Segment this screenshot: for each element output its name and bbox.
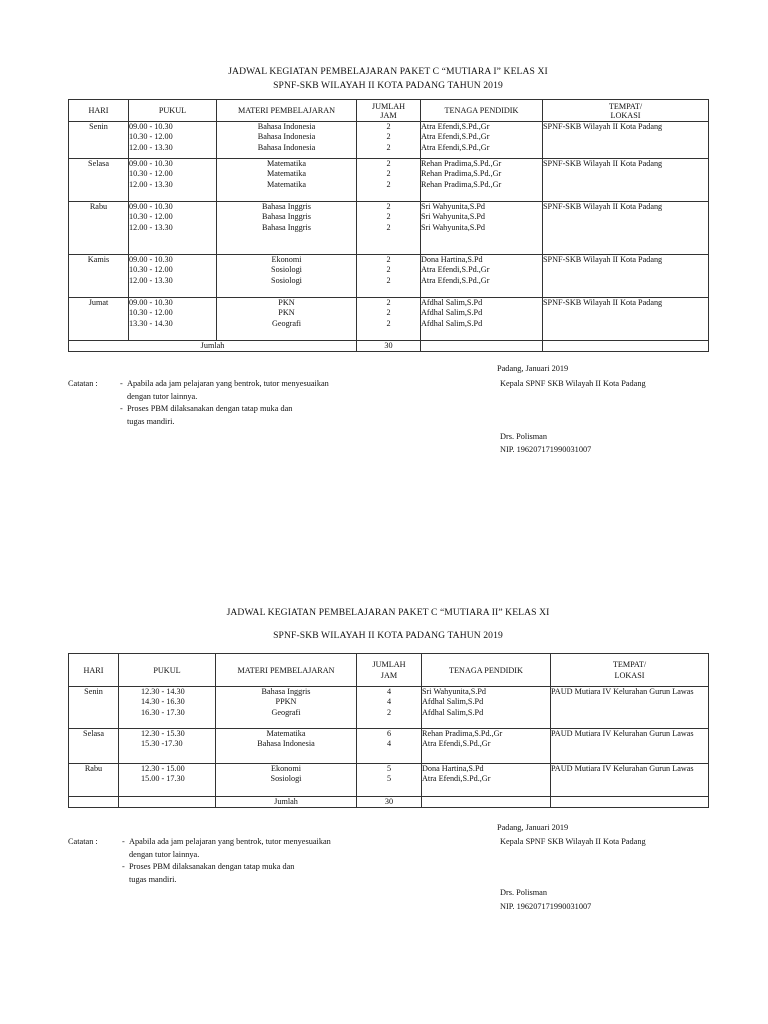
cell-hari: Jumat (69, 298, 129, 341)
cell-tenaga: Sri Wahyunita,S.Pd Sri Wahyunita,S.Pd Sri Wahyunita,S.Pd (421, 202, 543, 255)
cell-tenaga: Rehan Pradima,S.Pd.,Gr Rehan Pradima,S.Pd.,Gr Rehan Pradima,S.Pd.,Gr (421, 159, 543, 202)
total-value: 30 (357, 341, 421, 352)
table-row (69, 729, 709, 764)
header-lokasi-line-2: LOKASI (614, 671, 645, 680)
signer-title: Kepala SPNF SKB Wilayah II Kota Padang (500, 837, 646, 846)
header-jam-line-2: JAM (380, 110, 397, 120)
cell-lokasi: PAUD Mutiara IV Kelurahan Gurun Lawas (551, 764, 709, 797)
total-value: 30 (357, 797, 422, 808)
header-jam-line-1: JUMLAH (371, 101, 406, 111)
table-row (69, 687, 709, 729)
total-label: Jumlah (216, 797, 357, 808)
cell-pukul: 09.00 - 10.30 10.30 - 12.00 13.30 - 14.30 (129, 298, 217, 341)
note-item-continued: dengan tutor lainnya. (129, 849, 200, 859)
cell-hari: Kamis (69, 255, 129, 298)
table-header-row (69, 654, 709, 687)
header-jumlah-jam (357, 100, 421, 122)
cell-lokasi: SPNF-SKB Wilayah II Kota Padang (543, 122, 709, 159)
cell-hari: Senin (69, 122, 129, 159)
cell-pukul: 09.00 - 10.30 10.30 - 12.00 12.00 - 13.30 (129, 122, 217, 159)
header-jam-line-2: JAM (380, 671, 398, 680)
schedule-mutiara-1 (0, 0, 768, 500)
notes-block (68, 836, 398, 896)
header-pukul: PUKUL (119, 654, 216, 687)
note-item-continued: dengan tutor lainnya. (127, 391, 198, 401)
cell-lokasi: PAUD Mutiara IV Kelurahan Gurun Lawas (551, 687, 709, 729)
schedule-title-line-2: SPNF-SKB WILAYAH II KOTA PADANG TAHUN 2019 (273, 80, 503, 91)
header-tenaga: TENAGA PENDIDIK (421, 100, 543, 122)
signer-name: Drs. Polisman (500, 432, 548, 441)
table-row (69, 298, 709, 341)
cell-jam: 2 2 2 (357, 298, 421, 341)
schedule-title-line-1: JADWAL KEGIATAN PEMBELAJARAN PAKET C “MUTIARA I” KELAS XI (228, 66, 548, 77)
table-row (69, 202, 709, 255)
table-row (69, 159, 709, 202)
header-materi: MATERI PEMBELAJARAN (216, 654, 357, 687)
header-lokasi-line-1: TEMPAT/ (608, 101, 643, 111)
signer-nip: NIP. 196207171990031007 (500, 445, 592, 454)
cell-materi: Bahasa Indonesia Bahasa Indonesia Bahasa Indonesia (217, 122, 357, 159)
signer-title: Kepala SPNF SKB Wilayah II Kota Padang (500, 379, 646, 388)
schedule-mutiara-2 (0, 520, 768, 1020)
cell-pukul: 12.30 - 14.30 14.30 - 16.30 16.30 - 17.30 (119, 687, 216, 729)
cell-lokasi: SPNF-SKB Wilayah II Kota Padang (543, 202, 709, 255)
cell-pukul: 09.00 - 10.30 10.30 - 12.00 12.00 - 13.30 (129, 202, 217, 255)
cell-pukul: 09.00 - 10.30 10.30 - 12.00 12.00 - 13.30 (129, 255, 217, 298)
header-tenaga: TENAGA PENDIDIK (422, 654, 551, 687)
cell-hari: Rabu (69, 202, 129, 255)
note-item-continued: tugas mandiri. (129, 874, 177, 884)
cell-materi: Bahasa Inggris Bahasa Inggris Bahasa Inggris (217, 202, 357, 255)
cell-materi: Bahasa Inggris PPKN Geografi (216, 687, 357, 729)
header-lokasi-line-2: LOKASI (610, 110, 641, 120)
cell-lokasi: PAUD Mutiara IV Kelurahan Gurun Lawas (551, 729, 709, 764)
header-lokasi (543, 100, 709, 122)
cell-jam: 2 2 2 (357, 255, 421, 298)
header-hari: HARI (69, 100, 129, 122)
schedule-title-line-2: SPNF-SKB WILAYAH II KOTA PADANG TAHUN 2019 (273, 630, 503, 641)
cell-jam: 2 2 2 (357, 202, 421, 255)
total-row (69, 341, 709, 352)
notes-block (68, 378, 388, 438)
signer-nip: NIP. 196207171990031007 (500, 902, 592, 911)
note-item: - Proses PBM dilaksanakan dengan tatap muka dan (120, 404, 293, 414)
cell-hari: Senin (69, 687, 119, 729)
notes-label: Catatan : (68, 379, 98, 388)
header-pukul: PUKUL (129, 100, 217, 122)
cell-tenaga: Dona Hartina,S.Pd Atra Efendi,S.Pd.,Gr Atra Efendi,S.Pd.,Gr (421, 255, 543, 298)
cell-pukul: 09.00 - 10.30 10.30 - 12.00 12.00 - 13.30 (129, 159, 217, 202)
cell-tenaga: Rehan Pradima,S.Pd.,Gr Atra Efendi,S.Pd.,Gr (422, 729, 551, 764)
cell-materi: Ekonomi Sosiologi Sosiologi (217, 255, 357, 298)
header-lokasi (551, 654, 709, 687)
cell-pukul: 12.30 - 15.30 15.30 -17.30 (119, 729, 216, 764)
header-lokasi-line-1: TEMPAT/ (612, 660, 647, 669)
table-row (69, 255, 709, 298)
cell-tenaga: Sri Wahyunita,S.Pd Afdhal Salim,S.Pd Afdhal Salim,S.Pd (422, 687, 551, 729)
note-item-continued: tugas mandiri. (127, 416, 175, 426)
cell-materi: PKN PKN Geografi (217, 298, 357, 341)
total-label: Jumlah (69, 341, 357, 352)
cell-hari: Selasa (69, 159, 129, 202)
cell-jam: 4 4 2 (357, 687, 422, 729)
cell-lokasi: SPNF-SKB Wilayah II Kota Padang (543, 159, 709, 202)
cell-tenaga: Afdhal Salim,S.Pd Afdhal Salim,S.Pd Afdhal Salim,S.Pd (421, 298, 543, 341)
signer-name: Drs. Polisman (500, 888, 548, 897)
place-date: Padang, Januari 2019 (497, 823, 569, 832)
cell-lokasi: SPNF-SKB Wilayah II Kota Padang (543, 298, 709, 341)
cell-lokasi: SPNF-SKB Wilayah II Kota Padang (543, 255, 709, 298)
total-row (69, 797, 709, 808)
header-materi: MATERI PEMBELAJARAN (217, 100, 357, 122)
notes-label: Catatan : (68, 837, 98, 846)
header-jam-line-1: JUMLAH (372, 660, 406, 669)
table-row (69, 764, 709, 797)
header-hari: HARI (69, 654, 119, 687)
cell-hari: Selasa (69, 729, 119, 764)
header-jumlah-jam (357, 654, 422, 687)
note-item: - Apabila ada jam pelajaran yang bentrok, tutor menyesuaikan (120, 379, 329, 388)
schedule-table (68, 99, 709, 352)
cell-jam: 5 5 (357, 764, 422, 797)
cell-tenaga: Dona Hartina,S.Pd Atra Efendi,S.Pd.,Gr (422, 764, 551, 797)
cell-materi: Matematika Bahasa Indonesia (216, 729, 357, 764)
cell-jam: 2 2 2 (357, 122, 421, 159)
cell-hari: Rabu (69, 764, 119, 797)
cell-jam: 6 4 (357, 729, 422, 764)
cell-materi: Matematika Matematika Matematika (217, 159, 357, 202)
schedule-table (68, 653, 709, 808)
cell-pukul: 12.30 - 15.00 15.00 - 17.30 (119, 764, 216, 797)
table-row (69, 122, 709, 159)
table-header-row (69, 100, 709, 122)
place-date: Padang, Januari 2019 (497, 364, 569, 373)
note-item: - Proses PBM dilaksanakan dengan tatap muka dan (122, 862, 295, 872)
note-item: - Apabila ada jam pelajaran yang bentrok, tutor menyesuaikan (122, 837, 331, 846)
cell-materi: Ekonomi Sosiologi (216, 764, 357, 797)
schedule-title-line-1: JADWAL KEGIATAN PEMBELAJARAN PAKET C “MUTIARA II” KELAS XI (226, 607, 550, 618)
cell-tenaga: Atra Efendi,S.Pd.,Gr Atra Efendi,S.Pd.,Gr Atra Efendi,S.Pd.,Gr (421, 122, 543, 159)
cell-jam: 2 2 2 (357, 159, 421, 202)
